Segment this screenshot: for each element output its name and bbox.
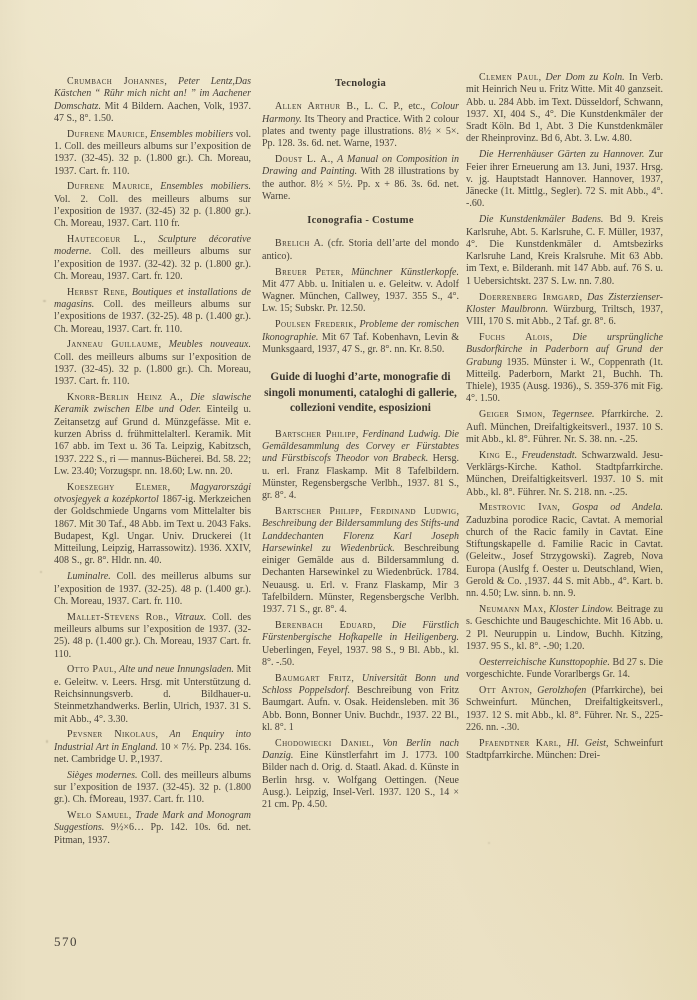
work-title: Oesterreichische Kunsttopophie. [479,656,610,668]
entry-text: , Schweinfurt Stadtpfarrkirche. München: Drei- [466,737,663,761]
bib-entry [466,685,663,734]
entry-text: Eine Künstlerfahrt im J. 1773. 100 Bilder nach d. Orig. d. Staatl. Akad. d. Künste in Berlin hrsg. v. Wolfgang Oettingen. (Neue Ausg.). Leipzig, Insel-Verl. 1937. 120 S., 14 × 21 cm. Pp. 4.50. [262,750,459,811]
work-title: Münchner Künstlerkopfe. [351,266,459,278]
author-name: Brelich [275,238,310,250]
entry-text: (Pfarrkirche), bei Schweinfurt. München, Dreifaltigkeitsverl., 1937. 12 S. mit Abb., kl. 8°. Führer. Nr. S., 225-226. nn. -.30. [466,684,664,733]
author-name: Geiger Simon [479,409,543,421]
bib-entry [54,612,251,661]
author-name: Bartscher Philipp, Ferdinand Ludwig [275,505,457,517]
entry-text: , [542,409,552,421]
author-name: Herbst Rene [67,286,126,298]
bib-entry [54,339,251,388]
author-name: Allen Arthur B. [275,101,357,113]
entry-text: 1935. Münster i. W., Coppenrath (1t. Mitteilg. Paderborn, Markt 21, Buchh. Th. Thiele), 1935 (Ausg. 1936)., S. 359-376 mit Fig. 4°. 1.50. [466,356,663,405]
entry-text: , [167,481,191,493]
entry-text: Zaduzbina porodice Racic, Cavtat. A memorial church of the Racic family in Cavtat. Eine Stiftungskapelle d. Familie Racic in Cavtat. (Geleitw., Josef Strzygowski). Zagreb, Nova Europa (Auslfg f. Oester u. Deutschland, Wien, Gerold & Co. ,1937. 44 S. mit Abb., 4°. Kart. b. nn. 4.50; Lw. sinn. b. nn. 9. [466,514,663,600]
author-name: Dufrene Maurice [67,181,151,193]
author-name: Welo Samuel [67,810,129,822]
entry-text: , [340,266,352,278]
entry-text: Beschreibung von Fritz Baumgart. Aufn. v. Osak. Heidensleben. mit 36 Abb. Bonn, Bonner Univ. Buchdr., 1937. 22 Bl., kl. 8°. 1 [262,685,460,733]
author-name: Koeszeghy Elemer [67,481,168,493]
entry-text: Coll. des meillerus albums sur l’exposition de 1937. (32-25). 48 p. (1.400 gr.). Ch. Moreau, 1937. Cart. fr. 110. [54,571,251,607]
entry-text: , [557,502,573,514]
entry-text: Coll. des meilleurs albums sur l’expositions de 1937. (32-25). 48 p. (1.400 gr.). Ch. Moreau, 1937. Cart. fr. 110. [54,299,251,335]
bib-entry [466,450,663,499]
entry-text: , [579,291,588,303]
entry-text: , [180,392,191,404]
work-title: Ensembles mobiliers. [160,181,251,193]
bib-entry [466,502,663,600]
bib-entry [262,429,459,503]
page-number: 570 [54,934,78,949]
entry-text: , [353,319,360,331]
work-title: Sculpture décorative moderne. [54,234,251,258]
work-title: An Enquiry into Industrial Art in England. [54,729,251,753]
paper-speck [40,571,42,573]
entry-text: , [558,737,567,749]
bib-entry [466,738,663,763]
work-title: Die Fürstlich Fürstenbergische Hofkapelle in Heiligenberg. [262,620,460,644]
work-title: Sièges modernes. [67,769,138,781]
bib-entry [262,238,459,263]
work-title: Universität Bonn und Schloss Poppelsdorf. [262,672,460,697]
entry-text: , [155,729,170,741]
work-title: Boutiques et installations de magasins. [54,286,252,311]
column-center [262,76,459,815]
bib-entry [466,409,663,446]
bib-entry [54,664,251,725]
author-name: Neumann Max [479,604,544,616]
entry-text: , [150,181,161,193]
entry-text: Mit e. Geleitw. v. Leers. Hrsg. mit Unterstützung d. Reichsinnungsverb. d. Bildhauer-u. Steinmetzhandwerks. Berlin, Ulrich, 1937. 31 S. mit Abb., 4°. 3.30. [54,664,252,725]
entry-text: , [330,153,338,165]
bib-entry [54,571,251,608]
work-title: Trade Mark and Monogram Suggestions. [54,810,251,834]
work-title: Freudenstadt. [521,449,578,461]
work-title: Kloster Lindow. [549,604,614,616]
work-title: Die slawische Keramik zwischen Elbe und Oder. [54,392,252,416]
work-title: Die ursprüngliche Busdorfkirche in Paderborn auf Grund der Grabung [466,331,663,368]
work-title: Colour Harmony. [262,101,460,125]
work-title: Alte und neue Innungsladen. [119,664,234,676]
author-name: Knorr-Berlin Heinz A. [67,392,181,404]
work-title: Probleme der romischen Ikonographie. [262,319,460,343]
bib-entry [466,214,663,288]
author-name: Doerrenberg Irmgard [479,291,580,303]
entry-text: , [529,684,538,696]
entry-text: 9½×6… Pp. 142. 10s. 6d. net. Pitman, 1937. [54,822,251,846]
entry-text: Hersg. u. erl. Franz Flaskamp. Mit 8 Tafelbildern. Münster, Regensbergsche Verlbh., 1937. 81 S., gr. 8°. 4. [262,453,460,502]
work-title: Meubles nouveaux. [168,339,251,351]
entry-text: , [113,664,120,676]
author-name: Fuchs Alois [479,331,550,343]
entry-text: Pfarrkirche. 2. Aufl. München, Dreifaltigkeitsverl., 1937. 10 S. mit Abb., kl. 8°. Führer. Nr. S. 38. nn. -.25. [466,409,664,445]
author-name: Otto Paul [67,664,114,676]
entry-text: Coll. des meilleurs albums sur l’exposition de 1937. (32-42). 32 p. (1.800 gr.). Ch. Moreau, 1937. Cart. fr. 120. [54,246,251,282]
work-title: Vitraux. [174,611,207,623]
entry-text: , [538,72,546,83]
bib-entry [54,287,251,336]
bib-entry [262,506,459,617]
bib-entry [262,319,459,356]
author-name: Mestrovic Ivan [479,502,558,514]
work-title: Magyarországi otvosjegyek a kozépkortol [54,481,251,505]
entry-text: , [143,234,159,246]
bib-entry [54,729,251,766]
entry-text: With 28 illustrations by the author. 8½ × 5½. Pp. x + 86. 3s. 6d. net. Warne. [262,166,459,202]
entry-text: Ueberlingen, Feyel, 1937. 98 S., 9 Bl. Abb., kl. 8°. -.50. [262,644,459,668]
author-name: Ott Anton [479,684,530,696]
entry-text: , [371,737,383,749]
entry-text: Würzburg, Triltsch, 1937, VIII, 170 S. mit Abb., 2 Taf. gr. 8°. 6. [466,303,664,328]
bib-entry [466,149,663,210]
entry-text: , [351,672,362,684]
work-title: Gospa od Andela. [572,502,663,514]
entry-text: , [166,611,175,623]
entry-text: Mit 67 Taf. Kobenhavn, Levin & Munksgaard, 1937, 47 S., gr. 8°. nn. Kr. 8.50. [262,331,459,355]
author-name: Pfaendtner Karl [479,737,559,749]
entry-text: 10 × 7½. Pp. 234. 16s. net. Cambridge U. P.,1937. [54,741,252,765]
bib-entry [466,72,663,146]
author-name: Mallet-Stevens Rob. [67,611,167,623]
bib-entry [466,604,663,653]
entry-text: Zur Feier ihrer Erneuerung am 13. Juni, 1937. Hrsg. v. jg. Hauptstadt Hannover. Hannover, 1937, Jänecke (1t. Mittlg., Segler). 72 S. mit Abb., 4°. -.60. [466,149,663,210]
work-title: Ferdinand Ludwig. Die Gemäldesammlung des Corvey er Fürstabtes und Fürstbiscofs Theodor von Brabeck. [262,428,459,465]
entry-text: Mit 477 Abb. u. Initialen u. e. Geleitw. v. Adolf Wagner. München, Callwey, 1937. 355 S., 4°. Lw. 15; Subskr. Pr. 12.50. [262,278,459,315]
work-title: A Manual on Composition in Drawing and Painting. [262,153,460,178]
entry-text: , [543,604,550,616]
author-name: Dufrene Maurice [67,128,145,140]
work-title: Tegernsee. [551,409,595,421]
bib-entry [54,76,251,125]
author-name: Poulsen Frederik [275,319,354,331]
author-name: Doust L. A. [275,153,331,165]
section-heading: Guide di luoghi d’arte, monografie di singoli monumenti, cataloghi di gallerie, collezioni vendite, esposizioni [264,371,457,415]
author-name: Pevsner Nikolaus [67,729,156,741]
bib-entry [54,181,251,230]
author-name: Bartscher Philipp [275,428,356,440]
entry-text: Beitrage zu s. Geschichte und Baugeschichte. Mit 16 Abb. u. 2 Pl. Neuruppin u. Lindow, Buchh. Kitzing, 1937. 95 S., kl. 8°. -.90; 1.20. [466,604,663,653]
work-title: Gerolzhofen [537,684,587,696]
author-name: Berenbach Eduard [275,620,373,632]
entry-text: 1867-ig. Merkzeichen der Goldschmiede Ungarns vom Mittelalter bis 1867. Mit 30 Taf., 48 Abb. im Text u. 2043 Faks. Budapest, Kgl. Ungar. Univ. Druckerei (1t Mitteilung, Leipzig, Harrassowitz). 1936. XXIV, 408 S., gr. 8°. Hldr. nn. 40. [54,494,251,567]
entry-text: A. (cfr. Storia dell’arte del mondo antico). [262,238,459,262]
entry-text: , [456,505,459,517]
bib-entry [54,810,251,847]
bib-entry [54,482,251,568]
column-left [54,76,251,851]
entry-text: In Verb. mit Heinrich Neu u. Fritz Witte. Mit 40 ganzseit. Abb. u. 284 Abb. im Text. Düsseldorf, Schwann, 1937. XI, 404 S., 4°. Die Kunstdenkmäler der Sradt Köln. Bd 1, Abt. 3 Die Kunstdenkmäler der Rheinprovinz. Bd 6, Abt. 3. Lw. 4.80. [466,72,664,145]
bib-entry [262,267,459,316]
bib-entry [262,738,459,812]
work-title: Hl. Geist [566,737,606,749]
entry-text: vol. 1. Coll. des meilleurs albums sur l’exposition de 1937. (32-45). 32 p. (1.800 gr.). Ch. Moreau, 1937. Cart. fr. 110. [54,128,252,177]
bib-entry [262,620,459,669]
bib-entry [262,101,459,150]
section-heading: Iconografia - Costume [307,215,414,227]
work-title: Luminalre. [67,571,111,583]
entry-text: Coll. des meilleurs albums sur l’exposition de 1937. (32-45). 32 p. (1.800 gr.). Ch. Moreau, 1937. Cart. fr. 110. [54,351,251,388]
entry-text: , [373,620,392,632]
author-name: Crumbach Johannes [67,76,165,87]
author-name: Baumgart Fritz [275,672,352,684]
bib-entry [54,392,251,478]
entry-text: , L. C. P., etc., [356,101,431,113]
entry-text: , [158,339,169,351]
bib-entry [54,129,251,178]
bib-entry [54,234,251,283]
author-name: Breuer Peter [275,266,341,278]
entry-text: , [355,428,363,440]
column-right [466,72,663,766]
bib-entry [466,657,663,682]
bib-entry [262,673,459,734]
work-title: Der Dom zu Koln. [545,72,625,83]
work-title: Ensembles mobiliers [150,128,234,140]
entry-text: , [128,810,136,822]
paper-speck [46,740,48,743]
bib-entry [466,332,663,406]
entry-text: Coll. des meilleurs albums sur l’exposition de 1937. (32-25). 48 p. (1.400 gr.). Ch. Moreau, 1937 Cart. fr. 110. [54,611,252,660]
author-name: King E. [479,449,515,461]
entry-text: Bd 9. Kreis Karlsruhe, Abt. 5. Karlsruhe, C. F. Müller, 1937, 4°. Die Kunstdenkmäler d. Amtsbezirks Karlsruhe Land, Kreis Kralsruhe. Mit 63 Abb. im Text, e. Bilderanh. mit 147 Abb. auf. 76 S. u. 1 Uebersichtskt. 237 S. Lw. nn. 7.80. [466,214,663,287]
paper-speck [43,300,46,302]
author-name: Chodowiecki Daniel [275,737,372,749]
author-name: Hautecoeur L. [67,234,144,246]
author-name: Janneau Guillaume [67,339,159,351]
entry-text: Beschreibung einiger Gemälde aus d. Bildersammlung d. Dechanten Harsewinkel zu Wiedenbrück. 1784. Neuausg. u. Erl. v. Franz Flaskamp, Mir 3 Tafelbildern. Münster, Regensbergsche Verlbh. 1937. 71 S., gr. 8°. 4. [262,542,459,616]
entry-text: , [164,76,178,87]
section-heading: Tecnologia [334,78,387,89]
bib-entry [262,154,459,203]
bib-entry [54,770,251,807]
entry-text: , [125,286,132,298]
entry-text: Bd 27 s. Die vorgeschichte. Funde Vorarlbergs Gr. 14. [466,656,663,681]
entry-text: Coll. des meilleurs albums sur l’exposition de 1937. (32-45). 32 p. (1.800 gr.). Ch. fMoreau, 1937. Cart. fr. 110. [54,769,251,806]
work-title: Die Herrenhäuser Gärten zu Hannover. [479,149,645,161]
work-title: Beschreibung der Bildersammlung des Stifts-und Landdechanten Florenz Karl Joseph Harsewinkel zu Wiedenbrück. [262,518,459,554]
author-name: Clemen Paul [479,72,539,83]
paper-speck [488,842,490,844]
work-title: Peter Lentz,Das Kästchen “ Rühr mich nicht an! ” im Aachener Domschatz. [54,76,252,112]
work-title: Das Zisterzienser-Kloster Maulbronn. [466,291,663,315]
entry-text: , [514,449,522,461]
entry-text: Schwarzwald. Jesu-Verklärgs-Kirche. Kathol. Stadtpfarrkirche. München, Dreifaltigkeitsverl. 1937. 10 S. mit Abb., kl. 8°. Führer. Nr. S. 218. nn. -.25. [466,449,664,498]
entry-text: Its Theory and Practice. With 2 colour plates and twenty page illustrations. 8½ × 5×. Pp. 128. 3s. 6d. net. Warne, 1937. [262,113,459,150]
work-title: Die Kunstdenkmäler Badens. [479,214,604,226]
entry-text: Mit 4 Bildern. Aachen, Volk, 1937. 47 S., 8°. 1.50. [54,100,251,124]
entry-text: Einteilg u. Zeitansetzg auf Grund d. Münzgefässe. Mit e. kurzen Abriss d. frühmittelalterl. Keramik. Mit 167 abb. im Text u. 36 Ta. Leipzig, Kabitzsch, 1937. 222 S., ri — mannus-Bücherei. Bd. 58. 22; Lw. 23.40; Vorzugspr. nn. 18.60; Lw. nn. 20. [54,404,251,477]
work-title: Von Berlin nach Danzig. [262,737,460,762]
bib-entry [466,292,663,329]
entry-text: , [144,128,151,140]
entry-text: Vol. 2. Coll. des meilleurs albums sur l’exposition de 1937. (32-45) 32 p. (1.800 gr.). Ch. Moreau, 1937. Cart. 110 fr. [54,193,251,230]
entry-text: , [549,331,573,343]
